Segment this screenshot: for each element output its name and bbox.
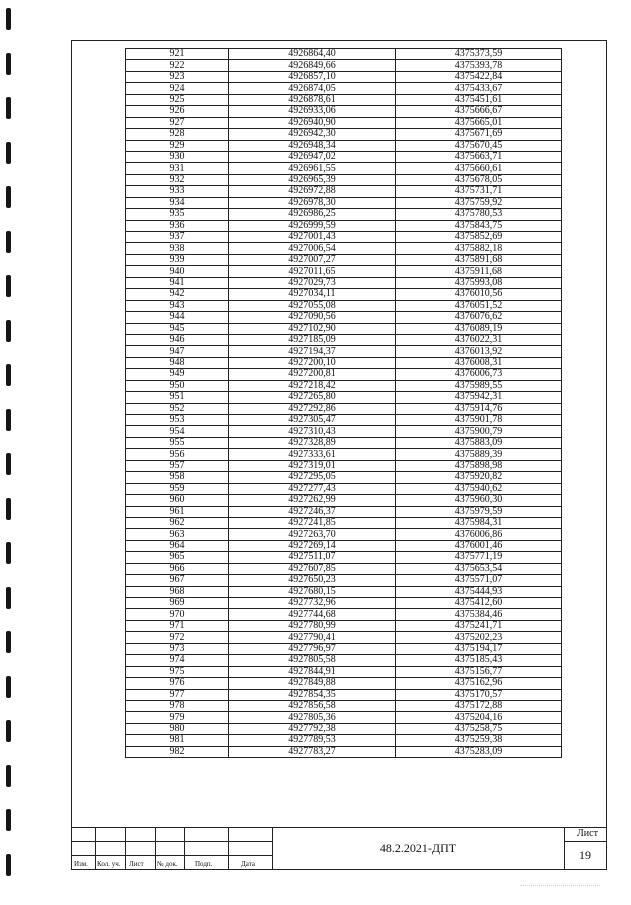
table-row [126,700,562,711]
y-coordinate-cell: 4375241,71 [396,620,562,631]
y-coordinate-cell: 4375433,67 [396,83,562,94]
table-row [126,529,562,540]
table-row [126,392,562,403]
table-row [126,563,562,574]
x-coordinate-cell: 4926933,06 [229,106,396,117]
table-row [126,197,562,208]
title-block [71,827,607,870]
x-coordinate-cell: 4927006,54 [229,243,396,254]
table-row [126,163,562,174]
point-number-cell: 963 [126,529,229,540]
binding-hole-mark [6,409,11,431]
stamp-label-doc-no: № док. [157,860,178,868]
table-row [126,140,562,151]
x-coordinate-cell: 4927269,14 [229,540,396,551]
y-coordinate-cell: 4376089,19 [396,323,562,334]
y-coordinate-cell: 4375170,57 [396,689,562,700]
x-coordinate-cell: 4927200,81 [229,369,396,380]
table-row [126,300,562,311]
point-number-cell: 982 [126,746,229,757]
y-coordinate-cell: 4375993,08 [396,277,562,288]
table-row [126,277,562,288]
binding-hole-mark [6,53,11,75]
y-coordinate-cell: 4375780,53 [396,209,562,220]
point-number-cell: 952 [126,403,229,414]
y-coordinate-cell: 4375412,60 [396,598,562,609]
y-coordinate-cell: 4375911,68 [396,266,562,277]
sheet-number: 19 [579,848,591,862]
x-coordinate-cell: 4927241,85 [229,517,396,528]
point-number-cell: 929 [126,140,229,151]
y-coordinate-cell: 4376001,46 [396,540,562,551]
binding-hole-mark [6,809,11,831]
point-number-cell: 942 [126,289,229,300]
point-number-cell: 948 [126,357,229,368]
x-coordinate-cell: 4927305,47 [229,415,396,426]
point-number-cell: 978 [126,700,229,711]
y-coordinate-cell: 4375660,61 [396,163,562,174]
x-coordinate-cell: 4927246,37 [229,506,396,517]
stamp-label-date: Дата [241,860,255,868]
table-row [126,232,562,243]
stamp-label-podp: Подп. [195,860,213,868]
binding-hole-mark [6,720,11,742]
point-number-cell: 943 [126,300,229,311]
x-coordinate-cell: 4927783,27 [229,746,396,757]
y-coordinate-cell: 4375670,45 [396,140,562,151]
x-coordinate-cell: 4927856,58 [229,700,396,711]
binding-hole-mark [6,275,11,297]
point-number-cell: 959 [126,483,229,494]
y-coordinate-cell: 4376022,31 [396,334,562,345]
table-row [126,586,562,597]
binding-hole-mark [6,97,11,119]
y-coordinate-cell: 4375900,79 [396,426,562,437]
y-coordinate-cell: 4375891,68 [396,254,562,265]
table-row [126,666,562,677]
y-coordinate-cell: 4375204,16 [396,712,562,723]
y-coordinate-cell: 4375914,76 [396,403,562,414]
x-coordinate-cell: 4927029,73 [229,277,396,288]
y-coordinate-cell: 4375883,09 [396,437,562,448]
x-coordinate-cell: 4927185,09 [229,334,396,345]
point-number-cell: 941 [126,277,229,288]
y-coordinate-cell: 4376076,62 [396,312,562,323]
table-row [126,735,562,746]
point-number-cell: 971 [126,620,229,631]
y-coordinate-cell: 4376006,73 [396,369,562,380]
y-coordinate-cell: 4375422,84 [396,71,562,82]
y-coordinate-cell: 4375889,39 [396,449,562,460]
x-coordinate-cell: 4927650,23 [229,575,396,586]
y-coordinate-cell: 4376006,86 [396,529,562,540]
table-row [126,380,562,391]
y-coordinate-cell: 4376010,56 [396,289,562,300]
y-coordinate-cell: 4375663,71 [396,151,562,162]
x-coordinate-cell: 4927292,86 [229,403,396,414]
table-row [126,334,562,345]
stamp-label-list: Лист [129,860,144,868]
x-coordinate-cell: 4926947,02 [229,151,396,162]
point-number-cell: 947 [126,346,229,357]
table-row [126,655,562,666]
stamp-label-kol-uch: Кол. уч. [97,860,121,868]
point-number-cell: 932 [126,174,229,185]
point-number-cell: 958 [126,472,229,483]
y-coordinate-cell: 4375731,71 [396,186,562,197]
table-row [126,620,562,631]
x-coordinate-cell: 4927194,37 [229,346,396,357]
binding-marks [6,8,16,898]
point-number-cell: 979 [126,712,229,723]
x-coordinate-cell: 4926849,66 [229,60,396,71]
y-coordinate-cell: 4376051,52 [396,300,562,311]
point-number-cell: 977 [126,689,229,700]
point-number-cell: 928 [126,129,229,140]
table-row [126,71,562,82]
coordinates-table [125,48,562,758]
point-number-cell: 931 [126,163,229,174]
point-number-cell: 925 [126,94,229,105]
binding-hole-mark [6,186,11,208]
table-row [126,49,562,60]
table-row [126,609,562,620]
x-coordinate-cell: 4927607,85 [229,563,396,574]
point-number-cell: 957 [126,460,229,471]
x-coordinate-cell: 4927200,10 [229,357,396,368]
x-coordinate-cell: 4926864,40 [229,49,396,60]
table-row [126,220,562,231]
table-row [126,495,562,506]
x-coordinate-cell: 4926978,30 [229,197,396,208]
y-coordinate-cell: 4375671,69 [396,129,562,140]
table-row [126,117,562,128]
table-row [126,723,562,734]
y-coordinate-cell: 4375940,62 [396,483,562,494]
x-coordinate-cell: 4927333,61 [229,449,396,460]
x-coordinate-cell: 4926878,61 [229,94,396,105]
point-number-cell: 962 [126,517,229,528]
x-coordinate-cell: 4927680,15 [229,586,396,597]
x-coordinate-cell: 4926857,10 [229,71,396,82]
binding-hole-mark [6,854,11,876]
point-number-cell: 949 [126,369,229,380]
x-coordinate-cell: 4927262,99 [229,495,396,506]
table-row [126,174,562,185]
y-coordinate-cell: 4375852,69 [396,232,562,243]
x-coordinate-cell: 4926942,30 [229,129,396,140]
point-number-cell: 945 [126,323,229,334]
y-coordinate-cell: 4375920,82 [396,472,562,483]
x-coordinate-cell: 4927277,43 [229,483,396,494]
x-coordinate-cell: 4927001,43 [229,232,396,243]
point-number-cell: 946 [126,334,229,345]
table-row [126,254,562,265]
table-row [126,598,562,609]
table-row [126,151,562,162]
y-coordinate-cell: 4375202,23 [396,632,562,643]
x-coordinate-cell: 4926986,25 [229,209,396,220]
y-coordinate-cell: 4375989,55 [396,380,562,391]
point-number-cell: 923 [126,71,229,82]
point-number-cell: 940 [126,266,229,277]
y-coordinate-cell: 4375283,09 [396,746,562,757]
table-row [126,746,562,757]
y-coordinate-cell: 4375942,31 [396,392,562,403]
point-number-cell: 961 [126,506,229,517]
table-row [126,403,562,414]
x-coordinate-cell: 4927328,89 [229,437,396,448]
x-coordinate-cell: 4927511,07 [229,552,396,563]
binding-hole-mark [6,631,11,653]
x-coordinate-cell: 4927780,99 [229,620,396,631]
x-coordinate-cell: 4927790,41 [229,632,396,643]
document-code: 48.2.2021-ДПТ [379,841,457,855]
binding-hole-mark [6,542,11,564]
x-coordinate-cell: 4926961,55 [229,163,396,174]
x-coordinate-cell: 4927263,70 [229,529,396,540]
point-number-cell: 939 [126,254,229,265]
x-coordinate-cell: 4927854,35 [229,689,396,700]
y-coordinate-cell: 4375259,38 [396,735,562,746]
y-coordinate-cell: 4376013,92 [396,346,562,357]
x-coordinate-cell: 4926940,90 [229,117,396,128]
y-coordinate-cell: 4375172,88 [396,700,562,711]
table-row [126,483,562,494]
table-row [126,517,562,528]
x-coordinate-cell: 4927090,56 [229,312,396,323]
point-number-cell: 924 [126,83,229,94]
y-coordinate-cell: 4375666,67 [396,106,562,117]
point-number-cell: 966 [126,563,229,574]
table-row [126,323,562,334]
table-row [126,186,562,197]
point-number-cell: 921 [126,49,229,60]
point-number-cell: 972 [126,632,229,643]
binding-hole-mark [6,587,11,609]
table-row [126,266,562,277]
binding-hole-mark [6,765,11,787]
point-number-cell: 933 [126,186,229,197]
point-number-cell: 980 [126,723,229,734]
point-number-cell: 969 [126,598,229,609]
x-coordinate-cell: 4927007,27 [229,254,396,265]
binding-hole-mark [6,364,11,386]
y-coordinate-cell: 4375665,01 [396,117,562,128]
y-coordinate-cell: 4376008,31 [396,357,562,368]
table-row [126,415,562,426]
table-row [126,83,562,94]
x-coordinate-cell: 4926874,05 [229,83,396,94]
point-number-cell: 926 [126,106,229,117]
point-number-cell: 953 [126,415,229,426]
table-row [126,106,562,117]
point-number-cell: 960 [126,495,229,506]
x-coordinate-cell: 4927034,11 [229,289,396,300]
y-coordinate-cell: 4375984,31 [396,517,562,528]
x-coordinate-cell: 4927319,01 [229,460,396,471]
table-row [126,540,562,551]
y-coordinate-cell: 4375162,96 [396,678,562,689]
point-number-cell: 976 [126,678,229,689]
point-number-cell: 973 [126,643,229,654]
x-coordinate-cell: 4927805,58 [229,655,396,666]
x-coordinate-cell: 4927295,05 [229,472,396,483]
x-coordinate-cell: 4926948,34 [229,140,396,151]
table-row [126,678,562,689]
point-number-cell: 927 [126,117,229,128]
y-coordinate-cell: 4375185,43 [396,655,562,666]
point-number-cell: 956 [126,449,229,460]
x-coordinate-cell: 4927744,68 [229,609,396,620]
point-number-cell: 950 [126,380,229,391]
binding-hole-mark [6,231,11,253]
table-row [126,60,562,71]
stamp-label-izm: Изм. [74,860,88,868]
x-coordinate-cell: 4927265,80 [229,392,396,403]
table-row [126,357,562,368]
y-coordinate-cell: 4375843,75 [396,220,562,231]
point-number-cell: 975 [126,666,229,677]
y-coordinate-cell: 4375653,54 [396,563,562,574]
point-number-cell: 964 [126,540,229,551]
scan-artifact [520,885,600,890]
point-number-cell: 955 [126,437,229,448]
y-coordinate-cell: 4375444,93 [396,586,562,597]
y-coordinate-cell: 4375960,30 [396,495,562,506]
table-row [126,712,562,723]
x-coordinate-cell: 4927789,53 [229,735,396,746]
point-number-cell: 936 [126,220,229,231]
point-number-cell: 954 [126,426,229,437]
x-coordinate-cell: 4927792,38 [229,723,396,734]
point-number-cell: 930 [126,151,229,162]
y-coordinate-cell: 4375882,18 [396,243,562,254]
table-row [126,369,562,380]
x-coordinate-cell: 4926999,59 [229,220,396,231]
y-coordinate-cell: 4375571,07 [396,575,562,586]
table-row [126,346,562,357]
x-coordinate-cell: 4926965,39 [229,174,396,185]
x-coordinate-cell: 4927732,96 [229,598,396,609]
table-row [126,460,562,471]
x-coordinate-cell: 4927844,91 [229,666,396,677]
y-coordinate-cell: 4375393,78 [396,60,562,71]
table-row [126,437,562,448]
point-number-cell: 934 [126,197,229,208]
table-row [126,472,562,483]
y-coordinate-cell: 4375898,98 [396,460,562,471]
point-number-cell: 981 [126,735,229,746]
table-row [126,552,562,563]
point-number-cell: 922 [126,60,229,71]
table-row [126,449,562,460]
y-coordinate-cell: 4375678,05 [396,174,562,185]
x-coordinate-cell: 4926972,88 [229,186,396,197]
point-number-cell: 974 [126,655,229,666]
point-number-cell: 937 [126,232,229,243]
y-coordinate-cell: 4375194,17 [396,643,562,654]
x-coordinate-cell: 4927849,88 [229,678,396,689]
table-row [126,129,562,140]
table-row [126,632,562,643]
y-coordinate-cell: 4375384,46 [396,609,562,620]
point-number-cell: 967 [126,575,229,586]
y-coordinate-cell: 4375901,78 [396,415,562,426]
table-row [126,312,562,323]
binding-hole-mark [6,453,11,475]
binding-hole-mark [6,142,11,164]
x-coordinate-cell: 4927805,36 [229,712,396,723]
binding-hole-mark [6,498,11,520]
table-row [126,243,562,254]
table-row [126,506,562,517]
y-coordinate-cell: 4375451,61 [396,94,562,105]
y-coordinate-cell: 4375759,92 [396,197,562,208]
x-coordinate-cell: 4927310,43 [229,426,396,437]
x-coordinate-cell: 4927011,65 [229,266,396,277]
x-coordinate-cell: 4927055,08 [229,300,396,311]
point-number-cell: 938 [126,243,229,254]
table-row [126,426,562,437]
x-coordinate-cell: 4927796,97 [229,643,396,654]
point-number-cell: 944 [126,312,229,323]
x-coordinate-cell: 4927102,90 [229,323,396,334]
binding-hole-mark [6,320,11,342]
table-row [126,575,562,586]
point-number-cell: 951 [126,392,229,403]
y-coordinate-cell: 4375258,75 [396,723,562,734]
table-row [126,289,562,300]
point-number-cell: 970 [126,609,229,620]
table-row [126,689,562,700]
x-coordinate-cell: 4927218,42 [229,380,396,391]
y-coordinate-cell: 4375771,19 [396,552,562,563]
point-number-cell: 935 [126,209,229,220]
sheet-label: Лист [577,828,598,839]
table-row [126,94,562,105]
point-number-cell: 965 [126,552,229,563]
y-coordinate-cell: 4375979,59 [396,506,562,517]
y-coordinate-cell: 4375373,59 [396,49,562,60]
binding-hole-mark [6,676,11,698]
table-row [126,209,562,220]
y-coordinate-cell: 4375156,77 [396,666,562,677]
point-number-cell: 968 [126,586,229,597]
binding-hole-mark [6,8,11,30]
table-row [126,643,562,654]
